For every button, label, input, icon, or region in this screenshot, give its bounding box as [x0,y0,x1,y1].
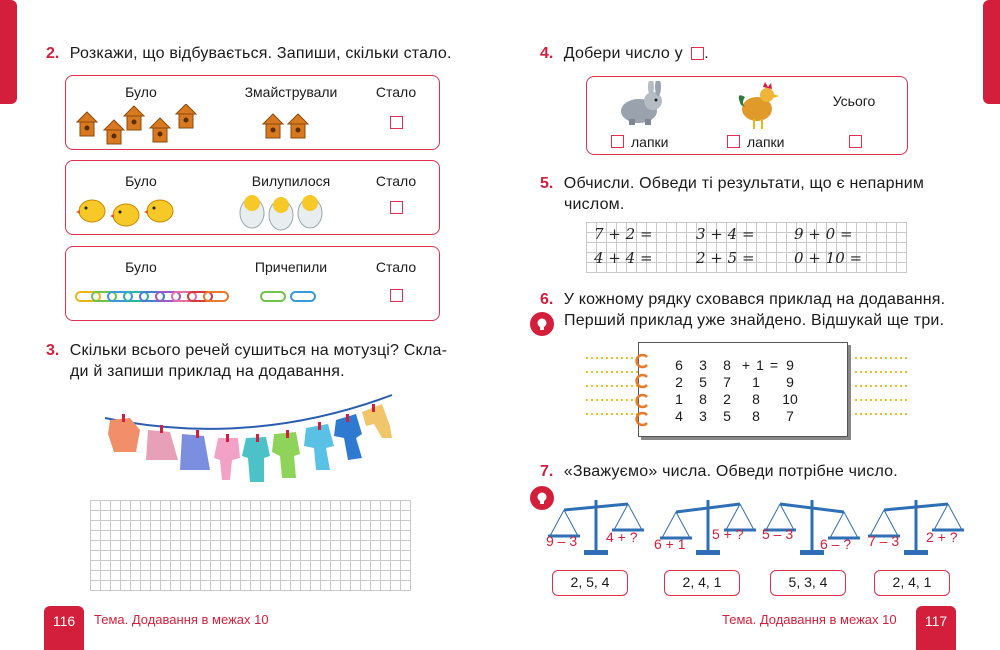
label-was: Було [125,173,157,189]
scale-3-options[interactable]: 5, 3, 4 [770,570,846,596]
task6-number: 6. [540,291,554,308]
task2-box-birdhouses [65,75,440,150]
left-page-tab [0,0,17,104]
right-footer-topic: Тема. Додавання в межах 10 [722,612,897,627]
new-paperclips-illustration [259,289,319,305]
task5-number: 5. [540,175,554,192]
task5-expr-2[interactable]: 3 + 4 = [696,225,755,243]
scale-2-left-expr: 6 + 1 [654,536,686,552]
task6-row-3[interactable]: 1 8 2 8 10 [675,391,798,407]
birdhouses-illustration [74,104,214,146]
task4-box [586,76,908,155]
task6-number-rows [667,357,807,425]
task6-row-2[interactable]: 2 5 7 1 9 [675,374,794,390]
task7-scales [540,492,970,602]
left-footer-topic: Тема. Додавання в межах 10 [94,612,269,627]
label-hatched: Вилупилося [251,173,331,189]
task6-row-4[interactable]: 4 3 5 8 7 [675,408,794,424]
label-paws-rooster: лапки [747,134,785,150]
task5-expr-6[interactable]: 0 + 10 = [794,249,863,267]
lightbulb-icon [530,312,554,336]
scale-2-options[interactable]: 2, 4, 1 [664,570,740,596]
task4-number: 4. [540,45,554,62]
task5-text-line1: Обчисли. Обведи ті результати, що є непарним [563,175,925,192]
label-built: Змайстрували [244,84,338,100]
label-became: Стало [375,84,417,100]
task2-box-chicks [65,160,440,235]
scale-4-right-expr: 2 + ? [926,529,958,545]
label-total: Усього [832,93,876,109]
task6-text-line2: Перший приклад уже знайдено. Відшукай ще три. [564,312,945,329]
task6-notebook [638,342,848,437]
task3-text-line1: Скільки всього речей сушиться на мотузці? Скла- [69,342,448,359]
right-page-tab [983,0,1000,104]
label-paws-rabbit: лапки [631,134,669,150]
task6-heading [540,289,970,331]
task2-heading [46,45,476,63]
task5-expr-3[interactable]: 9 + 0 = [794,225,853,243]
scale-3-right-expr: 6 – ? [820,536,852,552]
task6-row-1[interactable]: 6 3 8 + 1 = 9 [675,357,794,373]
scale-4-options[interactable]: 2, 4, 1 [874,570,950,596]
hatching-chicks-illustration [238,191,328,231]
task4-heading: 4. Добери число у . [540,45,709,62]
task5-expr-5[interactable]: 2 + 5 = [696,249,755,267]
answer-box-rooster-paws[interactable] [727,135,740,148]
task5-expr-1[interactable]: 7 + 2 = [594,225,653,243]
label-became: Стало [375,259,417,275]
task5-grid [586,222,907,273]
task5-heading [540,173,960,215]
task7-number: 7. [540,463,554,480]
task3-answer-grid[interactable] [90,500,411,591]
answer-box-total[interactable] [849,135,862,148]
spiral-rings-icon [631,351,651,431]
answer-box-clips[interactable] [390,289,403,302]
clothesline-illustration [100,390,400,490]
scale-4-left-expr: 7 – 3 [868,533,900,549]
paperclips-illustration [74,289,239,305]
task3-heading [46,340,466,382]
scale-3 [762,492,867,602]
answer-box-rabbit-paws[interactable] [611,135,624,148]
scale-4 [866,492,971,602]
label-attached: Причепили [254,259,328,275]
task3-number: 3. [46,342,60,359]
scale-2 [652,492,757,602]
task2-box-clips [65,246,440,321]
task2-number: 2. [46,45,60,62]
task5-expr-4[interactable]: 4 + 4 = [594,249,653,267]
new-birdhouses-illustration [261,112,316,142]
rabbit-icon [611,81,671,127]
task4-heading-box-icon [691,47,704,60]
chicks-illustration [76,193,181,229]
answer-box-birdhouses[interactable] [390,116,403,129]
notebook-dots-right [855,352,907,422]
rooster-icon [735,81,783,131]
scale-1-options[interactable]: 2, 5, 4 [552,570,628,596]
label-became: Стало [375,173,417,189]
task7-text: «Зважуємо» числа. Обведи потрібне число. [563,463,898,480]
right-page-number: 117 [916,606,956,650]
task3-text-line2: ди й запиши приклад на додавання. [70,363,345,380]
answer-box-chicks[interactable] [390,201,403,214]
scale-1-left-expr: 9 – 3 [546,533,578,549]
label-was: Було [125,84,157,100]
task6-text-line1: У кожному рядку сховався приклад на додавання. [563,291,946,308]
label-was: Було [125,259,157,275]
task4-text: Добери число у [563,45,683,62]
task7-heading [540,463,960,481]
scale-3-left-expr: 5 – 3 [762,526,794,542]
task5-text-line2: числом. [564,196,625,213]
scale-1 [540,492,645,602]
scale-1-right-expr: 4 + ? [606,529,638,545]
scale-2-right-expr: 5 + ? [712,526,744,542]
task2-text: Розкажи, що відбувається. Запиши, скільки стало. [69,45,452,62]
left-page-number: 116 [44,606,84,650]
